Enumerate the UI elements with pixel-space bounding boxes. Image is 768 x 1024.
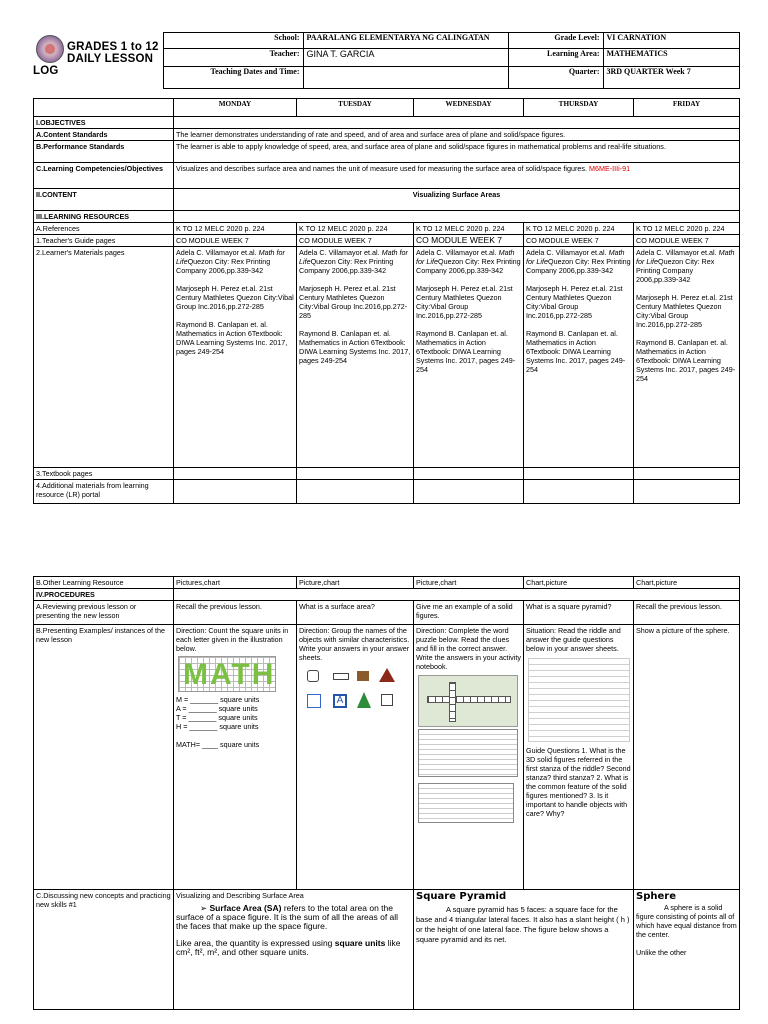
lm-author-1: Adela C. Villamayor et.al. bbox=[416, 248, 497, 257]
math-grid-image bbox=[178, 656, 276, 692]
dice-icon bbox=[307, 670, 319, 682]
dates-label: Teaching Dates and Time: bbox=[163, 67, 303, 89]
lm-author-1: Adela C. Villamayor et.al. bbox=[299, 248, 380, 257]
sph-cell bbox=[634, 890, 740, 1010]
box-icon bbox=[333, 673, 349, 680]
present-mon bbox=[174, 625, 297, 890]
area-label: Learning Area: bbox=[508, 49, 603, 67]
disc-units-rest: like cm², ft², m², and other square units. bbox=[176, 938, 401, 957]
lm-author-1: Adela C. Villamayor et.al. bbox=[636, 248, 717, 257]
tue-direction: Direction: Group the names of the objects with similar characteristics. Write your answers in your answer sheets. bbox=[299, 626, 410, 662]
tb-label: 3.Textbook pages bbox=[34, 468, 174, 480]
logo-line-1: GRADES 1 to 12 bbox=[67, 40, 159, 53]
lm-author-1: Adela C. Villamayor et.al. bbox=[526, 248, 607, 257]
teacher-value: GINA T. GARCIA bbox=[303, 49, 508, 67]
clues-down-image bbox=[418, 783, 514, 823]
school-label: School: bbox=[163, 33, 303, 49]
lm-ref-3: Raymond B. Canlapan et. al. Mathematics in Action 6Textbook: DIWA Learning Systems Inc. 2017, pages 249-254 bbox=[416, 329, 516, 374]
block-icon: A bbox=[333, 694, 347, 708]
present-label: B.Presenting Examples/ instances of the new lesson bbox=[34, 625, 174, 890]
review-label: A.Reviewing previous lesson or presenting the new lesson bbox=[34, 601, 174, 625]
review-wed: Give me an example of a solid figures. bbox=[414, 601, 524, 625]
mon-m: M = _______ square units bbox=[176, 695, 260, 704]
dates-value bbox=[303, 67, 508, 89]
lm-pub-1: Quezon City: Rex Printing Company 2006,pp.339-342 bbox=[526, 257, 631, 275]
disc-title: Visualizing and Describing Surface Area bbox=[176, 891, 304, 900]
disc-cell bbox=[174, 890, 414, 1010]
other-fri: Chart,picture bbox=[634, 577, 740, 589]
mon-h: H = _______ square units bbox=[176, 722, 259, 731]
lm-pub-1: Quezon City: Rex Printing Company 2006,pp.339-342 bbox=[299, 257, 394, 275]
disc-units: Like area, the quantity is expressed using bbox=[176, 938, 333, 948]
other-label: B.Other Learning Resource bbox=[34, 577, 174, 589]
wed-direction: Direction: Complete the word puzzle below. Read the clues and fill in the correct answer. Write the answers in your activity notebook. bbox=[416, 626, 521, 671]
content-title: Visualizing Surface Areas bbox=[174, 189, 740, 211]
quarter-value: 3RD QUARTER Week 7 bbox=[603, 67, 739, 89]
cake-icon bbox=[357, 671, 369, 681]
sph-title: Sphere bbox=[636, 891, 676, 902]
content-std-label: A.Content Standards bbox=[34, 129, 174, 141]
refs-label: A.References bbox=[34, 223, 174, 235]
pyramid-icon bbox=[379, 668, 395, 682]
content-std: The learner demonstrates understanding of rate and speed, and of area and surface area of plane and solid/space figures. bbox=[174, 129, 740, 141]
sp-cell bbox=[414, 890, 634, 1010]
tg-wed: CO MODULE WEEK 7 bbox=[414, 235, 524, 247]
disc-sa-term: Surface Area (SA) bbox=[209, 903, 282, 913]
lm-title-1: Math for Life bbox=[526, 248, 625, 266]
disc-units-term: square units bbox=[334, 938, 386, 948]
lm-ref-2: Marjoseph H. Perez et.al. 21st Century Mathletes Quezon City:Vibal Group Inc.2016,pp.272-285 bbox=[299, 284, 408, 320]
comp-code: M6ME-IIIi-91 bbox=[588, 164, 631, 173]
lm-ref-3: Raymond B. Canlapan et. al. Mathematics in Action 6Textbook: DIWA Learning Systems Inc. 2017, pages 249-254 bbox=[176, 320, 288, 356]
tg-tue: CO MODULE WEEK 7 bbox=[297, 235, 414, 247]
disc-label: C.Discussing new concepts and practicing new skills #1 bbox=[34, 890, 174, 1010]
mon-a: A = _______ square units bbox=[176, 704, 258, 713]
math-letters: MATH bbox=[183, 658, 276, 691]
puzzle-row bbox=[427, 696, 511, 703]
lm-thu bbox=[524, 247, 634, 468]
review-thu: What is a square pyramid? bbox=[524, 601, 634, 625]
day-tuesday: TUESDAY bbox=[297, 99, 414, 117]
lm-ref-2: Marjoseph H. Perez et.al. 21st Century Mathletes Quezon City:Vibal Group Inc.2016,pp.272-285 bbox=[416, 284, 513, 320]
lm-title-1: Math for Life bbox=[176, 248, 285, 266]
thu-questions: Guide Questions 1. What is the 3D solid figures referred in the first stanza of the riddle? Second stanza? third stanza? 2. What is the common feature of the solid figures mentioned? 3. Is it important to handle objects with care? Why? bbox=[526, 746, 631, 818]
add-label: 4.Additional materials from learning resource (LR) portal bbox=[34, 480, 174, 504]
tg-fri: CO MODULE WEEK 7 bbox=[634, 235, 740, 247]
day-thursday: THURSDAY bbox=[524, 99, 634, 117]
lm-ref-3: Raymond B. Canlapan et. al. Mathematics in Action 6Textbook: DIWA Learning Systems Inc. 2017, pages 249-254 bbox=[636, 338, 736, 383]
lm-title-1: Math for Life bbox=[636, 248, 735, 266]
ref-thu: K TO 12 MELC 2020 p. 224 bbox=[524, 223, 634, 235]
logo-line-2: DAILY LESSON bbox=[67, 52, 154, 65]
grade-value: VI CARNATION bbox=[603, 33, 739, 49]
other-mon: Pictures,chart bbox=[174, 577, 297, 589]
tg-mon: CO MODULE WEEK 7 bbox=[174, 235, 297, 247]
mon-direction: Direction: Count the square units in each letter given in the illustration below. bbox=[176, 626, 289, 653]
other-thu: Chart,picture bbox=[524, 577, 634, 589]
comp-label: C.Learning Competencies/Objectives bbox=[34, 163, 174, 189]
present-fri: Show a picture of the sphere. bbox=[634, 625, 740, 890]
lm-title-1: Math for Life bbox=[299, 248, 408, 266]
cube-icon bbox=[381, 694, 393, 706]
lm-ref-3: Raymond B. Canlapan et. al. Mathematics in Action 6Textbook: DIWA Learning Systems Inc. 2017, pages 249-254 bbox=[526, 329, 626, 374]
deped-seal-icon bbox=[36, 35, 64, 63]
sph-more: Unlike the other bbox=[636, 948, 687, 957]
resources-label: III.LEARNING RESOURCES bbox=[34, 211, 174, 223]
puzzle-col bbox=[449, 682, 456, 722]
day-monday: MONDAY bbox=[174, 99, 297, 117]
present-wed bbox=[414, 625, 524, 890]
perf-std: The learner is able to apply knowledge of speed, area, and surface area of plane and solid/space figures in mathematical problems and real-life situations. bbox=[174, 141, 740, 163]
logo-line-3: LOG bbox=[33, 64, 59, 77]
present-thu bbox=[524, 625, 634, 890]
other-tue: Picture,chart bbox=[297, 577, 414, 589]
review-tue: What is a surface area? bbox=[297, 601, 414, 625]
lm-label: 2.Learner's Materials pages bbox=[34, 247, 174, 468]
lm-author-1: Adela C. Villamayor et.al. bbox=[176, 248, 257, 257]
lm-wed bbox=[414, 247, 524, 468]
tg-thu: CO MODULE WEEK 7 bbox=[524, 235, 634, 247]
tissue-box-icon bbox=[307, 694, 321, 708]
grade-label: Grade Level: bbox=[508, 33, 603, 49]
clues-across-image bbox=[418, 729, 518, 777]
lm-fri bbox=[634, 247, 740, 468]
ref-mon: K TO 12 MELC 2020 p. 224 bbox=[174, 223, 297, 235]
procedures-label: IV.PROCEDURES bbox=[34, 589, 174, 601]
present-tue bbox=[297, 625, 414, 890]
other-wed: Picture,chart bbox=[414, 577, 524, 589]
lm-ref-2: Marjoseph H. Perez et.al. 21st Century Mathletes Quezon City:Vibal Group Inc.2016,pp.272-285 bbox=[176, 284, 294, 311]
comp-cell bbox=[174, 163, 740, 189]
sph-text: A sphere is a solid figure consisting of points all of which have equal distance from the center. bbox=[636, 903, 737, 939]
tree-icon bbox=[357, 692, 371, 708]
sp-title: Square Pyramid bbox=[416, 891, 507, 902]
ref-tue: K TO 12 MELC 2020 p. 224 bbox=[297, 223, 414, 235]
logo-block bbox=[33, 33, 163, 89]
arrow-bullet-icon: ➢ bbox=[200, 903, 210, 913]
lm-ref-2: Marjoseph H. Perez et.al. 21st Century Mathletes Quezon City:Vibal Group Inc.2016,pp.272-285 bbox=[636, 293, 733, 329]
comp-text: Visualizes and describes surface area and names the unit of measure used for measuring the surface area of solid/space figures. bbox=[176, 164, 587, 173]
ref-fri: K TO 12 MELC 2020 p. 224 bbox=[634, 223, 740, 235]
area-value: MATHEMATICS bbox=[603, 49, 739, 67]
lesson-table bbox=[33, 98, 740, 504]
teacher-label: Teacher: bbox=[163, 49, 303, 67]
lm-ref-2: Marjoseph H. Perez et.al. 21st Century Mathletes Quezon City:Vibal Group Inc.2016,pp.272-285 bbox=[526, 284, 623, 320]
mon-t: T = _______ square units bbox=[176, 713, 258, 722]
day-wednesday: WEDNESDAY bbox=[414, 99, 524, 117]
ref-wed: K TO 12 MELC 2020 p. 224 bbox=[414, 223, 524, 235]
sp-text: A square pyramid has 5 faces: a square face for the base and 4 triangular lateral faces. It also has a slant height ( h ) or the height of one lateral face. The figure below shows a square pyramid and its net. bbox=[416, 905, 630, 944]
lm-mon bbox=[174, 247, 297, 468]
lm-tue bbox=[297, 247, 414, 468]
day-friday: FRIDAY bbox=[634, 99, 740, 117]
review-mon: Recall the previous lesson. bbox=[174, 601, 297, 625]
school-value: PAARALANG ELEMENTARYA NG CALINGATAN bbox=[303, 33, 508, 49]
mon-sum: MATH= ____ square units bbox=[176, 740, 260, 749]
lm-pub-1: Quezon City: Rex Printing Company 2006,pp.339-342 bbox=[636, 257, 715, 284]
tg-label: 1.Teacher's Guide pages bbox=[34, 235, 174, 247]
corner-cell bbox=[34, 99, 174, 117]
lm-ref-3: Raymond B. Canlapan et. al. Mathematics in Action 6Textbook: DIWA Learning Systems Inc. 2017, pages 249-254 bbox=[299, 329, 411, 365]
disc-sa-text: refers to the total area on the surface of a space figure. It is the sum of all the areas of all the faces that make up the space figure. bbox=[176, 903, 399, 931]
objects-image bbox=[305, 668, 405, 716]
content-label: II.CONTENT bbox=[34, 189, 174, 211]
perf-std-label: B.Performance Standards bbox=[34, 141, 174, 163]
objectives-label: I.OBJECTIVES bbox=[34, 117, 174, 129]
review-fri: Recall the previous lesson. bbox=[634, 601, 740, 625]
quarter-label: Quarter: bbox=[508, 67, 603, 89]
header-table bbox=[33, 32, 740, 89]
thu-direction: Situation: Read the riddle and answer the guide questions below in your answer sheets. bbox=[526, 626, 621, 653]
lm-pub-1: Quezon City: Rex Printing Company 2006,pp.339-342 bbox=[176, 257, 271, 275]
crossword-image bbox=[418, 675, 518, 727]
lm-title-1: Math for Life bbox=[416, 248, 515, 266]
lm-pub-1: Quezon City: Rex Printing Company 2006,pp.339-342 bbox=[416, 257, 521, 275]
procedures-table bbox=[33, 576, 740, 1010]
riddle-image bbox=[528, 658, 630, 742]
